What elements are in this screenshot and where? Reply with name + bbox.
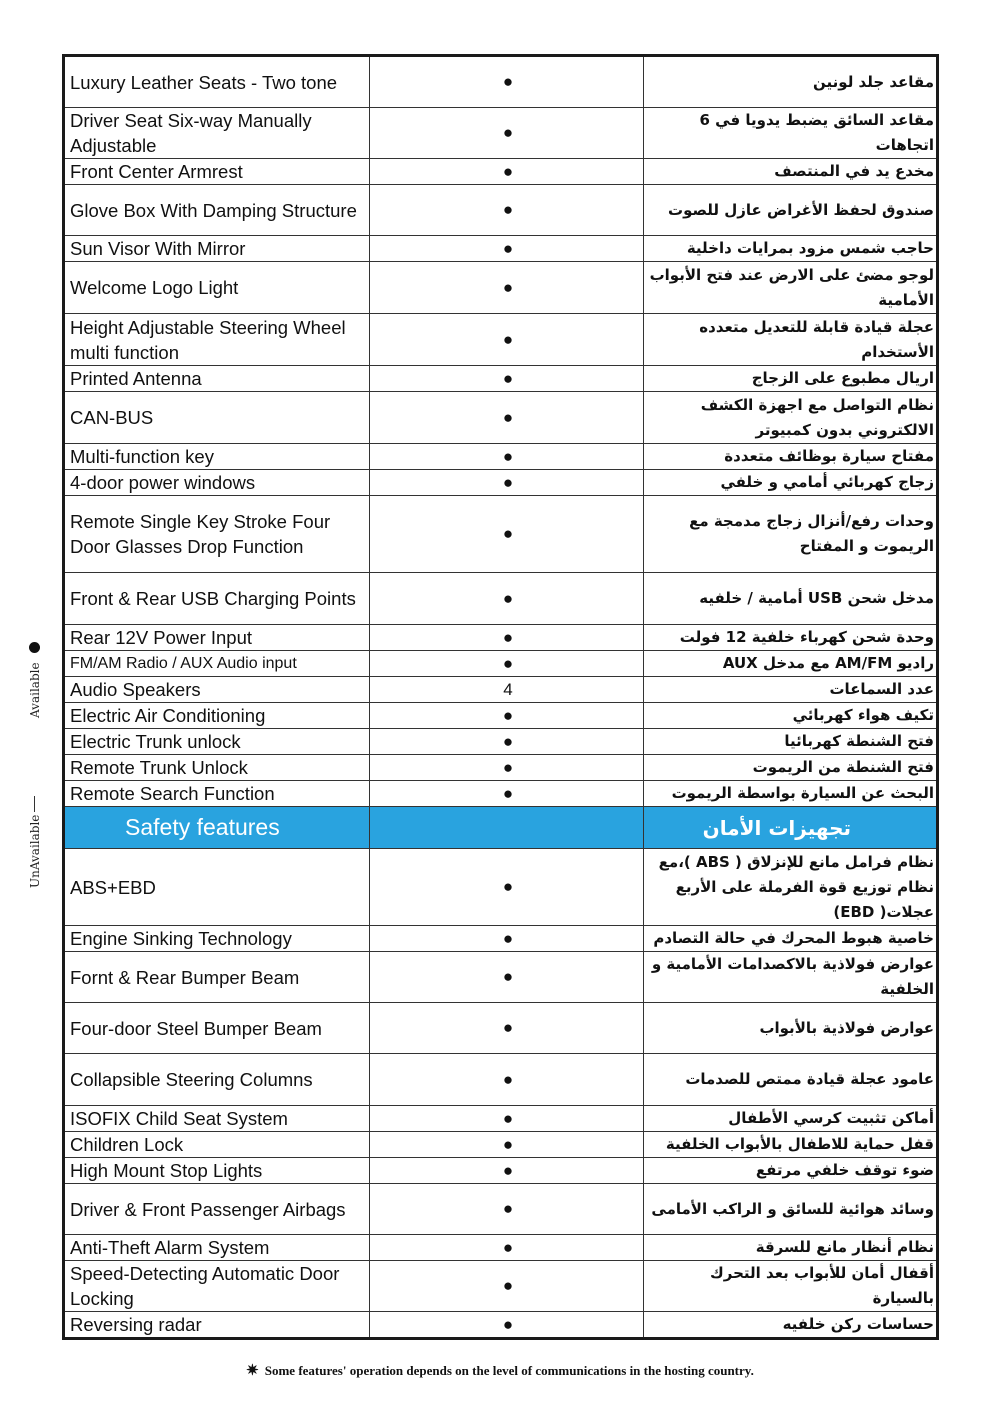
feature-name-ar: زجاج كهربائي أمامي و خلفي (644, 470, 938, 496)
feature-row (64, 185, 938, 236)
feature-name-en: Electric Air Conditioning (64, 703, 370, 729)
feature-name-en: Remote Trunk Unlock (64, 755, 370, 781)
specification-table (62, 54, 939, 1340)
feature-row (64, 262, 938, 314)
feature-name-en: Engine Sinking Technology (64, 926, 370, 952)
feature-row (64, 56, 938, 108)
unavailable-dash-icon (34, 796, 35, 812)
feature-name-ar: وحدة شحن كهرباء خلفية 12 فولت (644, 625, 938, 651)
feature-name-ar: نظام التواصل مع اجهزة الكشف الالكتروني بدون كمبيوتر (644, 392, 938, 444)
feature-name-ar: عامود عجلة قيادة ممتص للصدمات (644, 1054, 938, 1106)
feature-name-ar: عوارض فولاذية بالاكصدامات الأمامية و الخلفية (644, 952, 938, 1003)
feature-row (64, 729, 938, 755)
feature-name-ar: ضوء توقف خلفي مرتفع (644, 1158, 938, 1184)
availability-mark: ● (370, 1235, 644, 1261)
feature-name-en: Sun Visor With Mirror (64, 236, 370, 262)
availability-mark: ● (370, 262, 644, 314)
feature-name-en: Multi-function key (64, 444, 370, 470)
safety-row (64, 1235, 938, 1261)
feature-name-ar: خاصية هبوط المحرك في حالة التصادم (644, 926, 938, 952)
safety-section-title-ar: تجهيزات الأمان (644, 807, 938, 849)
availability-mark: ● (370, 1106, 644, 1132)
feature-name-en: 4-door power windows (64, 470, 370, 496)
feature-name-en: Front Center Armrest (64, 159, 370, 185)
availability-mark: ● (370, 849, 644, 926)
feature-name-en: Audio Speakers (64, 677, 370, 703)
feature-name-en: Luxury Leather Seats - Two tone (64, 56, 370, 108)
safety-row (64, 1184, 938, 1235)
availability-mark: ● (370, 1054, 644, 1106)
feature-rows (64, 56, 938, 807)
feature-name-en: Remote Single Key Stroke Four Door Glasses Drop Function (64, 496, 370, 573)
feature-name-en: Four-door Steel Bumper Beam (64, 1003, 370, 1054)
feature-name-en: Glove Box With Damping Structure (64, 185, 370, 236)
footnote (0, 1361, 1000, 1380)
safety-row (64, 1106, 938, 1132)
feature-name-ar: مفتاح سيارة بوظائف متعددة (644, 444, 938, 470)
availability-mark: ● (370, 470, 644, 496)
feature-name-en: Anti-Theft Alarm System (64, 1235, 370, 1261)
availability-mark: ● (370, 1158, 644, 1184)
feature-name-ar: وسائد هوائية للسائق و الراكب الأمامى (644, 1184, 938, 1235)
availability-mark: ● (370, 1003, 644, 1054)
feature-row (64, 755, 938, 781)
feature-name-ar: فتح الشنطة من الريموت (644, 755, 938, 781)
availability-mark: ● (370, 1312, 644, 1339)
safety-row (64, 1132, 938, 1158)
feature-name-ar: نظام أنظار مانع للسرقة (644, 1235, 938, 1261)
feature-name-en: Speed-Detecting Automatic Door Locking (64, 1261, 370, 1312)
feature-row (64, 781, 938, 807)
feature-name-ar: أقفال أمان للأبواب بعد التحرك بالسيارة (644, 1261, 938, 1312)
availability-mark: ● (370, 236, 644, 262)
safety-row (64, 926, 938, 952)
feature-name-en: Children Lock (64, 1132, 370, 1158)
feature-name-en: ISOFIX Child Seat System (64, 1106, 370, 1132)
availability-mark: ● (370, 1261, 644, 1312)
feature-name-ar: مقاعد السائق يضبط يدويا في 6 اتجاهات (644, 108, 938, 159)
safety-row (64, 1158, 938, 1184)
availability-mark: ● (370, 952, 644, 1003)
feature-name-en: Fornt & Rear Bumper Beam (64, 952, 370, 1003)
feature-row (64, 470, 938, 496)
feature-name-en: Electric Trunk unlock (64, 729, 370, 755)
safety-row (64, 1261, 938, 1312)
feature-name-en: Welcome Logo Light (64, 262, 370, 314)
feature-name-en: Driver & Front Passenger Airbags (64, 1184, 370, 1235)
feature-name-ar: عجلة قيادة قابلة للتعديل متعدده الأستخدام (644, 314, 938, 366)
feature-name-ar: مخدع يد في المنتصف (644, 159, 938, 185)
safety-row (64, 1054, 938, 1106)
availability-mark: ● (370, 159, 644, 185)
feature-name-ar: البحث عن السيارة بواسطة الريموت (644, 781, 938, 807)
availability-mark: ● (370, 1184, 644, 1235)
feature-row (64, 625, 938, 651)
availability-mark: ● (370, 444, 644, 470)
feature-row (64, 703, 938, 729)
availability-mark: ● (370, 651, 644, 677)
feature-name-en: Reversing radar (64, 1312, 370, 1339)
feature-row (64, 159, 938, 185)
feature-name-ar: تكيف هواء كهربائي (644, 703, 938, 729)
availability-mark: ● (370, 755, 644, 781)
availability-legend (25, 640, 45, 890)
legend-available-label: Available (28, 662, 42, 718)
availability-mark: ● (370, 926, 644, 952)
feature-name-en: Collapsible Steering Columns (64, 1054, 370, 1106)
safety-rows (64, 849, 938, 1339)
feature-row (64, 573, 938, 625)
feature-name-ar: مقاعد جلد لونين (644, 56, 938, 108)
safety-row (64, 849, 938, 926)
feature-name-ar: نظام فرامل مانع للإنزلاق ( ABS )،مع نظام توزيع قوة الفرملة على الأربع عجلات( EBD) (644, 849, 938, 926)
feature-row (64, 314, 938, 366)
availability-mark: ● (370, 729, 644, 755)
availability-mark: ● (370, 108, 644, 159)
feature-name-en: ABS+EBD (64, 849, 370, 926)
footnote-text: Some features' operation depends on the level of communications in the hosting country. (264, 1363, 754, 1378)
feature-name-ar: فتح الشنطة كهربائيا (644, 729, 938, 755)
feature-name-en: Front & Rear USB Charging Points (64, 573, 370, 625)
feature-name-en: Printed Antenna (64, 366, 370, 392)
feature-row (64, 392, 938, 444)
feature-name-ar: لوجو مضئ على الارض عند فتح الأبواب الأمامية (644, 262, 938, 314)
availability-mark: ● (370, 314, 644, 366)
feature-name-ar: قفل حماية للاطفال بالأبواب الخلفية (644, 1132, 938, 1158)
star-icon: ✷ (246, 1363, 259, 1379)
feature-row (64, 366, 938, 392)
safety-section-spacer (370, 807, 644, 849)
feature-name-en: Height Adjustable Steering Wheel multi function (64, 314, 370, 366)
feature-name-ar: اريال مطبوع على الزجاج (644, 366, 938, 392)
legend-unavailable-label: UnAvailable (28, 814, 42, 888)
availability-mark: ● (370, 703, 644, 729)
feature-name-ar: حساسات ركن خلفيه (644, 1312, 938, 1339)
availability-mark: ● (370, 1132, 644, 1158)
feature-name-ar: راديو AM/FM مع مدخل AUX (644, 651, 938, 677)
safety-row (64, 952, 938, 1003)
feature-name-en: High Mount Stop Lights (64, 1158, 370, 1184)
availability-mark: ● (370, 496, 644, 573)
feature-row (64, 651, 938, 677)
safety-section-header (64, 807, 938, 849)
feature-name-en: FM/AM Radio / AUX Audio input (64, 651, 370, 677)
feature-name-ar: عدد السماعات (644, 677, 938, 703)
availability-mark: ● (370, 625, 644, 651)
availability-mark: ● (370, 573, 644, 625)
feature-row (64, 236, 938, 262)
feature-name-en: Driver Seat Six-way Manually Adjustable (64, 108, 370, 159)
availability-mark: 4 (370, 677, 644, 703)
feature-name-ar: وحدات رفع/أنزال زجاج مدمجة مع الريموت و المفتاح (644, 496, 938, 573)
feature-name-en: Rear 12V Power Input (64, 625, 370, 651)
feature-name-ar: أماكن تثبيت كرسي الأطفال (644, 1106, 938, 1132)
feature-name-ar: عوارض فولاذية بالأبواب (644, 1003, 938, 1054)
feature-name-en: CAN-BUS (64, 392, 370, 444)
availability-mark: ● (370, 56, 644, 108)
availability-mark: ● (370, 366, 644, 392)
feature-name-ar: صندوق لحفظ الأغراض عازل للصوت (644, 185, 938, 236)
available-dot-icon (29, 642, 40, 653)
availability-mark: ● (370, 392, 644, 444)
feature-row (64, 677, 938, 703)
safety-row (64, 1312, 938, 1339)
feature-row (64, 496, 938, 573)
safety-row (64, 1003, 938, 1054)
feature-name-ar: حاجب شمس مزود بمرايات داخلية (644, 236, 938, 262)
feature-name-ar: مدخل شحن USB أمامية / خلفيه (644, 573, 938, 625)
availability-mark: ● (370, 185, 644, 236)
feature-row (64, 108, 938, 159)
feature-row (64, 444, 938, 470)
availability-mark: ● (370, 781, 644, 807)
feature-name-en: Remote Search Function (64, 781, 370, 807)
safety-section-title-en: Safety features (64, 807, 370, 849)
